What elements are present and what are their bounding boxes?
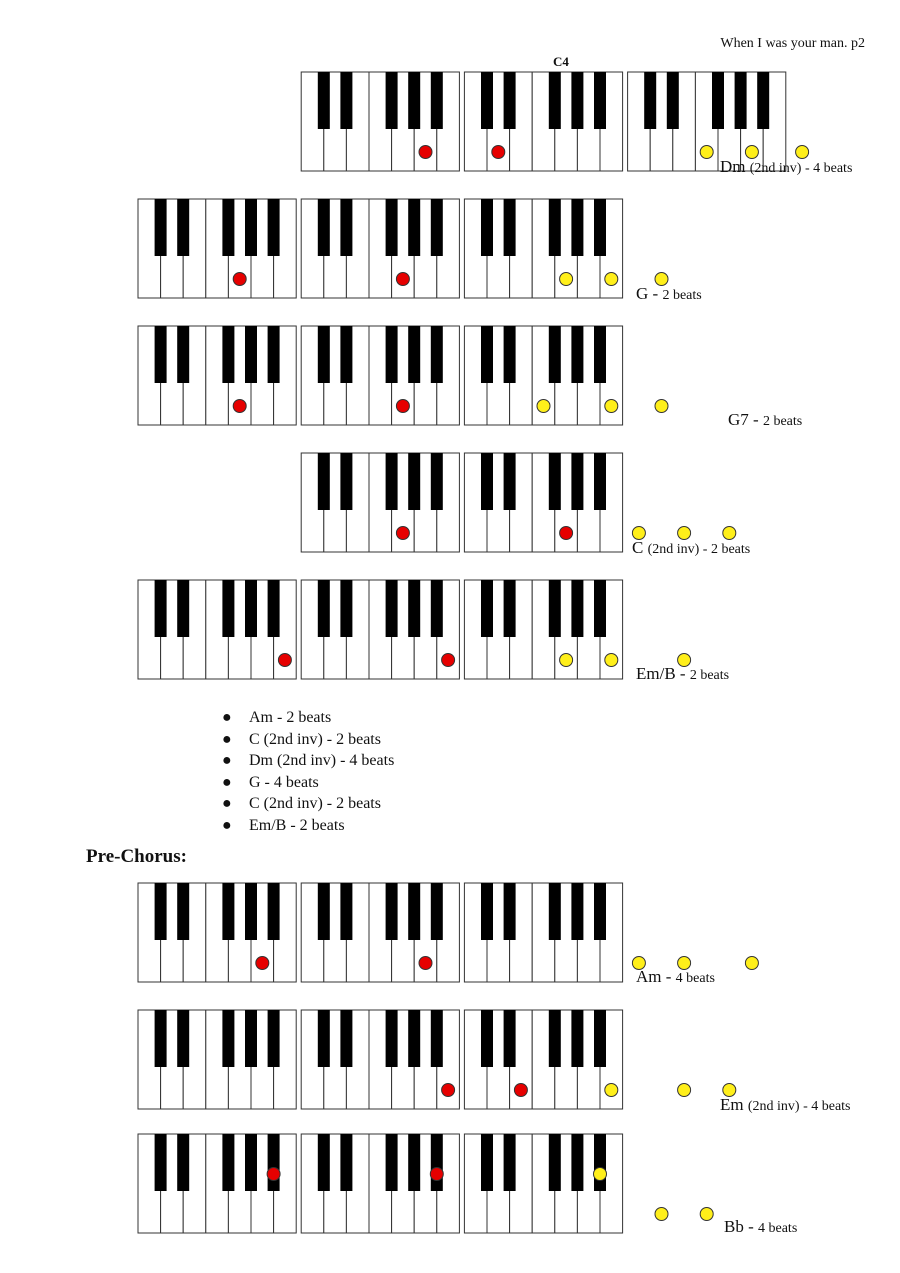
octave-block	[464, 580, 622, 679]
chord-name: Em/B -	[636, 664, 686, 683]
right-hand-note-dot	[594, 1168, 607, 1181]
chord-diagram-g	[0, 198, 900, 318]
black-key	[408, 580, 420, 637]
list-item	[222, 750, 394, 772]
black-key	[222, 580, 234, 637]
black-key	[222, 1134, 234, 1191]
black-key	[594, 1010, 606, 1067]
list-item	[222, 729, 394, 751]
black-key	[481, 1134, 493, 1191]
list-item-text: C (2nd inv) - 2 beats	[249, 730, 381, 748]
chord-diagram-em-b	[0, 579, 900, 699]
octave-block	[301, 1134, 459, 1233]
black-key	[386, 1010, 398, 1067]
chord-label	[720, 157, 852, 177]
black-key	[222, 883, 234, 940]
black-key	[245, 883, 257, 940]
black-key	[594, 199, 606, 256]
black-key	[177, 580, 189, 637]
black-key	[594, 453, 606, 510]
right-hand-note-dot	[700, 1208, 713, 1221]
black-key	[340, 453, 352, 510]
black-key	[757, 72, 769, 129]
left-hand-note-dot	[396, 273, 409, 286]
black-key	[549, 72, 561, 129]
octave-block	[301, 883, 459, 982]
black-key	[431, 1134, 443, 1191]
right-hand-note-dot	[655, 1208, 668, 1221]
chord-sequence-list	[222, 707, 394, 837]
octave-block	[301, 72, 459, 171]
list-item-text: Em/B - 2 beats	[249, 816, 345, 834]
black-key	[222, 326, 234, 383]
black-key	[155, 1134, 167, 1191]
chord-detail: 2 beats	[762, 414, 803, 429]
black-key	[571, 326, 583, 383]
black-key	[571, 883, 583, 940]
black-key	[504, 72, 516, 129]
octave-block	[464, 199, 622, 298]
black-key	[268, 199, 280, 256]
chord-detail: 2 beats	[689, 668, 730, 683]
black-key	[268, 1134, 280, 1191]
black-key	[340, 72, 352, 129]
black-key	[481, 199, 493, 256]
bullet-icon: ●	[222, 730, 232, 748]
black-key	[549, 199, 561, 256]
piano-keyboard	[0, 452, 900, 553]
bullet-icon: ●	[222, 795, 232, 813]
left-hand-note-dot	[267, 1168, 280, 1181]
black-key	[155, 199, 167, 256]
black-key	[431, 72, 443, 129]
black-key	[481, 72, 493, 129]
black-key	[155, 326, 167, 383]
black-key	[571, 1010, 583, 1067]
right-hand-note-dot	[745, 957, 758, 970]
black-key	[340, 580, 352, 637]
chord-name: Bb -	[724, 1217, 754, 1236]
right-hand-note-dot	[655, 400, 668, 413]
chord-label	[636, 284, 702, 304]
black-key	[504, 326, 516, 383]
black-key	[386, 453, 398, 510]
right-hand-note-dot	[560, 654, 573, 667]
chord-name: G -	[636, 284, 659, 303]
right-hand-note-dot	[537, 400, 550, 413]
right-hand-note-dot	[560, 273, 573, 286]
octave-block	[464, 72, 622, 171]
black-key	[155, 883, 167, 940]
right-hand-note-dot	[605, 1084, 618, 1097]
left-hand-note-dot	[419, 957, 432, 970]
octave-block	[138, 580, 296, 679]
black-key	[504, 580, 516, 637]
octave-block	[138, 1010, 296, 1109]
octave-block	[464, 883, 622, 982]
black-key	[504, 1010, 516, 1067]
black-key	[177, 1010, 189, 1067]
list-item	[222, 815, 394, 837]
chord-label	[724, 1217, 797, 1237]
left-hand-note-dot	[430, 1168, 443, 1181]
black-key	[549, 326, 561, 383]
chord-name: G7 -	[728, 410, 759, 429]
black-key	[177, 326, 189, 383]
black-key	[245, 1010, 257, 1067]
left-hand-note-dot	[514, 1084, 527, 1097]
list-item	[222, 793, 394, 815]
black-key	[318, 1134, 330, 1191]
black-key	[155, 580, 167, 637]
black-key	[549, 580, 561, 637]
chord-detail: (2nd inv) - 4 beats	[747, 1099, 851, 1114]
black-key	[594, 326, 606, 383]
black-key	[504, 199, 516, 256]
list-item	[222, 707, 394, 729]
c4-marker: C4	[553, 54, 569, 69]
bullet-icon: ●	[222, 752, 232, 770]
chord-name: Am -	[636, 967, 672, 986]
chord-diagram-g7	[0, 325, 900, 445]
left-hand-note-dot	[396, 527, 409, 540]
black-key	[318, 580, 330, 637]
black-key	[340, 199, 352, 256]
black-key	[481, 883, 493, 940]
chord-diagram-dm	[0, 71, 900, 191]
black-key	[177, 1134, 189, 1191]
piano-keyboard	[0, 579, 900, 680]
black-key	[549, 883, 561, 940]
chord-detail: 4 beats	[758, 1221, 798, 1236]
left-hand-note-dot	[233, 273, 246, 286]
black-key	[222, 1010, 234, 1067]
black-key	[318, 453, 330, 510]
black-key	[386, 199, 398, 256]
list-item-text: G - 4 beats	[249, 773, 319, 791]
black-key	[245, 580, 257, 637]
octave-block	[138, 883, 296, 982]
bullet-icon: ●	[222, 773, 232, 791]
left-hand-note-dot	[442, 1084, 455, 1097]
black-key	[504, 1134, 516, 1191]
black-key	[268, 326, 280, 383]
black-key	[431, 326, 443, 383]
chord-label	[636, 664, 729, 684]
chord-detail: (2nd inv) - 2 beats	[647, 542, 751, 557]
piano-keyboard	[0, 198, 900, 299]
chord-name: Dm	[720, 157, 746, 176]
right-hand-note-dot	[678, 1084, 691, 1097]
black-key	[594, 1134, 606, 1191]
chord-label	[728, 410, 802, 430]
black-key	[177, 883, 189, 940]
black-key	[318, 199, 330, 256]
black-key	[268, 883, 280, 940]
black-key	[245, 199, 257, 256]
chord-diagram-em	[0, 1009, 900, 1129]
black-key	[594, 580, 606, 637]
black-key	[245, 1134, 257, 1191]
octave-block	[301, 199, 459, 298]
list-item-text: Dm (2nd inv) - 4 beats	[249, 752, 395, 770]
right-hand-note-dot	[605, 273, 618, 286]
black-key	[408, 1134, 420, 1191]
octave-block	[138, 326, 296, 425]
section-heading-pre-chorus: Pre-Chorus:	[86, 846, 187, 867]
octave-block	[464, 453, 622, 552]
chord-label	[720, 1095, 851, 1115]
chord-detail: 4 beats	[675, 971, 715, 986]
black-key	[268, 580, 280, 637]
list-item-text: C (2nd inv) - 2 beats	[249, 795, 381, 813]
chord-diagram-bb	[0, 1133, 900, 1253]
page-header: When I was your man. p2	[720, 36, 865, 51]
black-key	[386, 580, 398, 637]
black-key	[408, 453, 420, 510]
black-key	[408, 326, 420, 383]
black-key	[340, 326, 352, 383]
black-key	[318, 1010, 330, 1067]
left-hand-note-dot	[419, 146, 432, 159]
black-key	[408, 1010, 420, 1067]
black-key	[340, 1010, 352, 1067]
chord-diagram-c	[0, 452, 900, 572]
black-key	[431, 580, 443, 637]
list-item	[222, 772, 394, 794]
chord-detail: (2nd inv) - 4 beats	[749, 161, 853, 176]
black-key	[408, 883, 420, 940]
left-hand-note-dot	[278, 654, 291, 667]
left-hand-note-dot	[256, 957, 269, 970]
left-hand-note-dot	[233, 400, 246, 413]
left-hand-note-dot	[442, 654, 455, 667]
right-hand-note-dot	[605, 654, 618, 667]
chord-name: Em	[720, 1095, 744, 1114]
octave-block	[301, 1010, 459, 1109]
black-key	[408, 199, 420, 256]
black-key	[712, 72, 724, 129]
black-key	[177, 199, 189, 256]
black-key	[431, 453, 443, 510]
octave-block	[138, 199, 296, 298]
black-key	[594, 883, 606, 940]
black-key	[340, 883, 352, 940]
black-key	[318, 883, 330, 940]
octave-block	[464, 1134, 622, 1233]
black-key	[571, 72, 583, 129]
black-key	[155, 1010, 167, 1067]
bullet-icon: ●	[222, 816, 232, 834]
black-key	[431, 883, 443, 940]
black-key	[504, 453, 516, 510]
black-key	[481, 326, 493, 383]
chord-label	[632, 538, 750, 558]
black-key	[549, 453, 561, 510]
octave-block	[301, 580, 459, 679]
black-key	[481, 1010, 493, 1067]
black-key	[340, 1134, 352, 1191]
black-key	[571, 453, 583, 510]
black-key	[571, 1134, 583, 1191]
piano-keyboard	[0, 882, 900, 983]
right-hand-note-dot	[700, 146, 713, 159]
black-key	[386, 326, 398, 383]
black-key	[318, 72, 330, 129]
left-hand-note-dot	[492, 146, 505, 159]
octave-block	[301, 453, 459, 552]
left-hand-note-dot	[560, 527, 573, 540]
list-item-text: Am - 2 beats	[249, 709, 332, 726]
black-key	[245, 326, 257, 383]
black-key	[735, 72, 747, 129]
black-key	[644, 72, 656, 129]
black-key	[386, 883, 398, 940]
bullet-icon: ●	[222, 709, 232, 726]
black-key	[386, 1134, 398, 1191]
black-key	[504, 883, 516, 940]
black-key	[549, 1134, 561, 1191]
octave-block	[464, 1010, 622, 1109]
black-key	[571, 199, 583, 256]
left-hand-note-dot	[396, 400, 409, 413]
black-key	[318, 326, 330, 383]
chord-detail: 2 beats	[662, 288, 702, 303]
black-key	[481, 580, 493, 637]
black-key	[222, 199, 234, 256]
right-hand-note-dot	[605, 400, 618, 413]
black-key	[431, 1010, 443, 1067]
black-key	[268, 1010, 280, 1067]
octave-block	[301, 326, 459, 425]
chord-label	[636, 967, 715, 987]
black-key	[431, 199, 443, 256]
black-key	[549, 1010, 561, 1067]
black-key	[386, 72, 398, 129]
black-key	[481, 453, 493, 510]
black-key	[667, 72, 679, 129]
octave-block	[138, 1134, 296, 1233]
chord-diagram-am	[0, 882, 900, 1002]
black-key	[594, 72, 606, 129]
black-key	[571, 580, 583, 637]
chord-name: C	[632, 538, 644, 557]
black-key	[408, 72, 420, 129]
